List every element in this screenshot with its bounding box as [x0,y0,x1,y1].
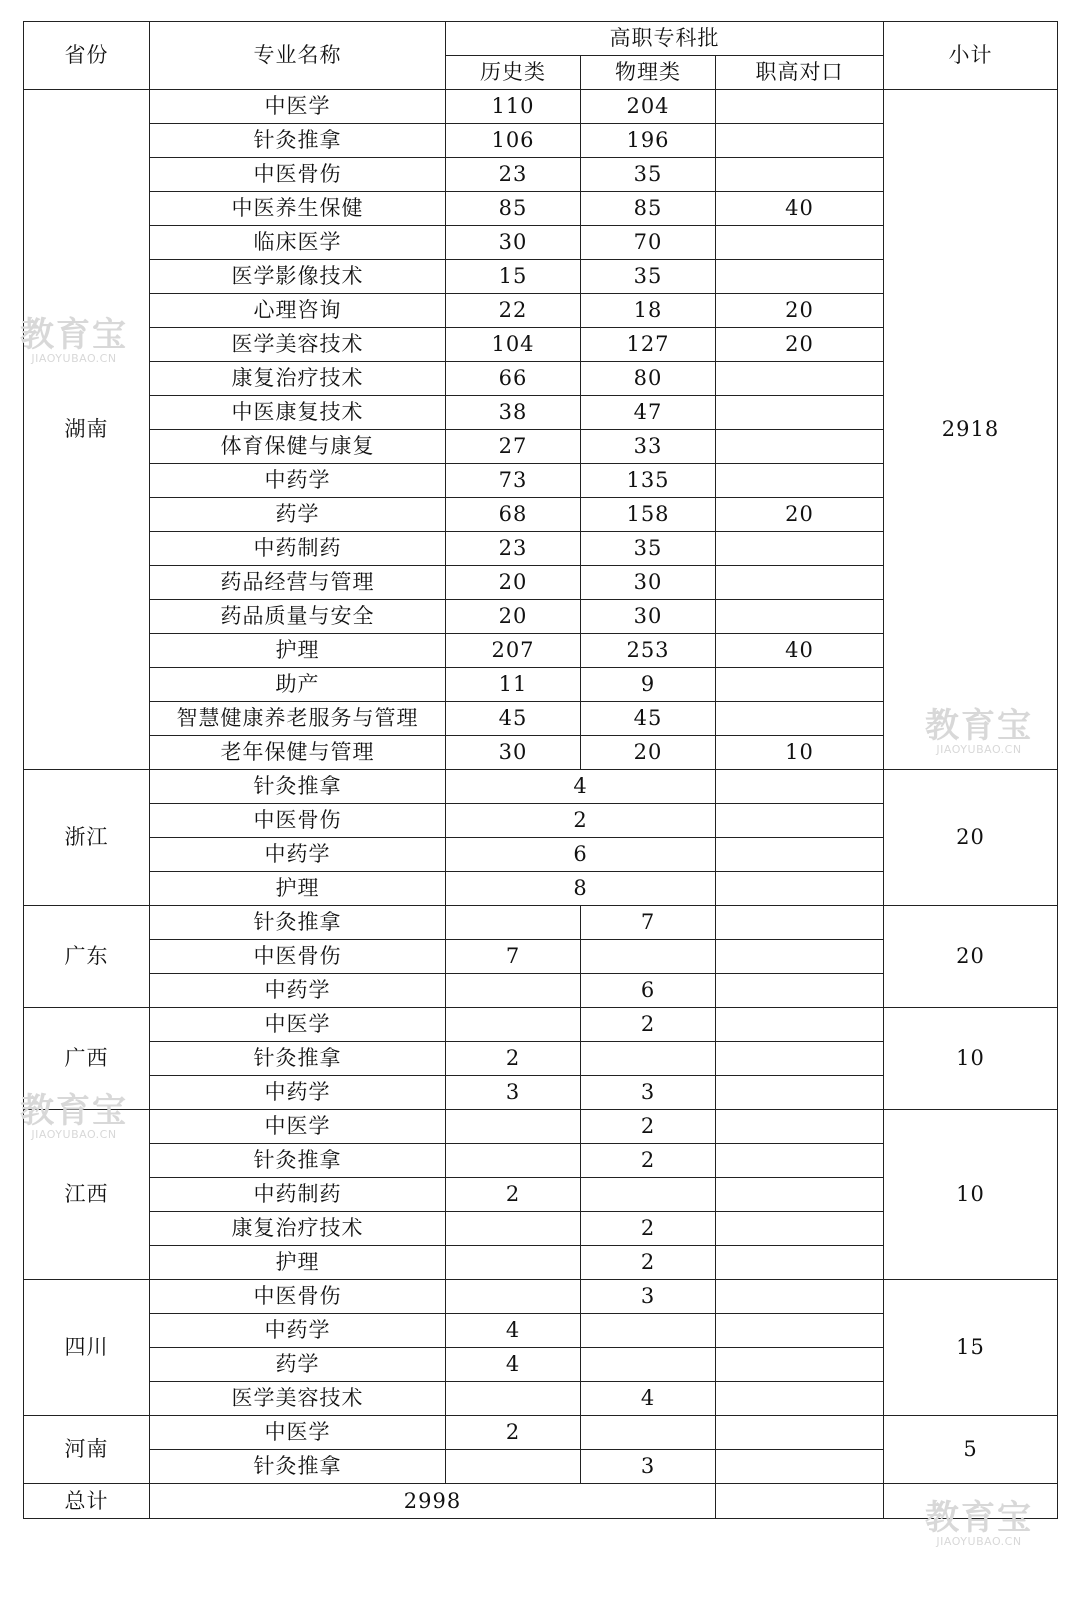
physics-count: 9 [581,668,716,702]
province-subtotal: 20 [884,906,1058,1008]
major-name: 中药学 [150,1076,446,1110]
history-count: 110 [446,90,581,124]
vocational-count [716,668,884,702]
vocational-count [716,124,884,158]
major-name: 药品质量与安全 [150,600,446,634]
history-count: 11 [446,668,581,702]
history-count [446,974,581,1008]
province-subtotal: 5 [884,1416,1058,1484]
province-name: 浙江 [24,770,150,906]
major-name: 针灸推拿 [150,1450,446,1484]
vocational-count [716,430,884,464]
watermark-domain: JIAOYUBAO.CN [936,1535,1022,1548]
major-name: 医学影像技术 [150,260,446,294]
major-name: 药品经营与管理 [150,566,446,600]
history-count: 23 [446,158,581,192]
major-name: 中医学 [150,1008,446,1042]
major-name: 中药制药 [150,1178,446,1212]
header-vocational: 职高对口 [716,56,884,90]
total-label: 总计 [24,1484,150,1519]
major-name: 心理咨询 [150,294,446,328]
vocational-count [716,770,884,804]
physics-count: 35 [581,260,716,294]
history-count: 15 [446,260,581,294]
history-count [446,1450,581,1484]
vocational-count [716,1450,884,1484]
watermark-brand: 教育宝 [20,315,128,355]
enrollment-table [23,21,1058,1519]
vocational-count [716,1110,884,1144]
physics-count: 85 [581,192,716,226]
vocational-count [716,1144,884,1178]
province-subtotal: 20 [884,770,1058,906]
major-name: 中医学 [150,1110,446,1144]
physics-count: 3 [581,1076,716,1110]
table-row [24,1416,1058,1450]
vocational-count: 40 [716,192,884,226]
combined-count: 2 [446,804,716,838]
vocational-count [716,906,884,940]
province-name: 四川 [24,1280,150,1416]
vocational-count [716,362,884,396]
physics-count: 6 [581,974,716,1008]
history-count: 45 [446,702,581,736]
physics-count: 30 [581,600,716,634]
history-count [446,1008,581,1042]
table-row [24,1280,1058,1314]
province-name: 江西 [24,1110,150,1280]
province-name: 广西 [24,1008,150,1110]
watermark-right-bottom [925,1500,1033,1548]
province-name: 湖南 [24,90,150,770]
physics-count: 196 [581,124,716,158]
header-province: 省份 [24,22,150,90]
physics-count: 35 [581,532,716,566]
physics-count: 45 [581,702,716,736]
vocational-count [716,158,884,192]
watermark-left-bottom [20,1093,128,1141]
vocational-count [716,1042,884,1076]
vocational-count: 10 [716,736,884,770]
vocational-count: 20 [716,498,884,532]
province-subtotal: 10 [884,1110,1058,1280]
physics-count [581,940,716,974]
total-row [24,1484,1058,1519]
physics-count: 35 [581,158,716,192]
table-row [24,1110,1058,1144]
vocational-count [716,396,884,430]
history-count: 4 [446,1314,581,1348]
history-count [446,1246,581,1280]
major-name: 康复治疗技术 [150,362,446,396]
vocational-count [716,872,884,906]
history-count: 104 [446,328,581,362]
physics-count: 253 [581,634,716,668]
physics-count: 33 [581,430,716,464]
major-name: 中医骨伤 [150,940,446,974]
history-count [446,1212,581,1246]
major-name: 老年保健与管理 [150,736,446,770]
history-count [446,1110,581,1144]
physics-count [581,1348,716,1382]
physics-count: 80 [581,362,716,396]
history-count: 30 [446,226,581,260]
history-count: 207 [446,634,581,668]
physics-count [581,1314,716,1348]
table-row [24,1008,1058,1042]
major-name: 中医学 [150,90,446,124]
watermark-brand: 教育宝 [20,1091,128,1131]
major-name: 医学美容技术 [150,328,446,362]
physics-count: 70 [581,226,716,260]
history-count: 106 [446,124,581,158]
major-name: 针灸推拿 [150,1144,446,1178]
major-name: 药学 [150,498,446,532]
physics-count: 7 [581,906,716,940]
history-count: 2 [446,1042,581,1076]
physics-count: 2 [581,1144,716,1178]
physics-count [581,1416,716,1450]
history-count [446,906,581,940]
physics-count: 18 [581,294,716,328]
physics-count: 2 [581,1246,716,1280]
watermark-left-top [20,317,128,365]
province-name: 广东 [24,906,150,1008]
watermark-domain: JIAOYUBAO.CN [31,352,117,365]
major-name: 中药学 [150,838,446,872]
vocational-count [716,804,884,838]
major-name: 智慧健康养老服务与管理 [150,702,446,736]
major-name: 护理 [150,872,446,906]
combined-count: 8 [446,872,716,906]
major-name: 中医骨伤 [150,804,446,838]
physics-count: 2 [581,1008,716,1042]
physics-count: 204 [581,90,716,124]
history-count: 3 [446,1076,581,1110]
vocational-count [716,260,884,294]
major-name: 中药制药 [150,532,446,566]
watermark-brand: 教育宝 [925,706,1033,746]
header-subtotal: 小计 [884,22,1058,90]
history-count: 20 [446,600,581,634]
province-subtotal: 15 [884,1280,1058,1416]
vocational-count [716,1076,884,1110]
combined-count: 6 [446,838,716,872]
major-name: 护理 [150,634,446,668]
major-name: 针灸推拿 [150,1042,446,1076]
watermark-brand: 教育宝 [925,1498,1033,1538]
physics-count: 127 [581,328,716,362]
history-count: 4 [446,1348,581,1382]
vocational-count: 40 [716,634,884,668]
province-name: 河南 [24,1416,150,1484]
physics-count [581,1178,716,1212]
major-name: 中药学 [150,464,446,498]
major-name: 中医康复技术 [150,396,446,430]
vocational-count [716,1416,884,1450]
history-count: 27 [446,430,581,464]
history-count: 22 [446,294,581,328]
major-name: 针灸推拿 [150,124,446,158]
history-count: 68 [446,498,581,532]
major-name: 针灸推拿 [150,906,446,940]
vocational-count [716,226,884,260]
physics-count: 20 [581,736,716,770]
physics-count: 30 [581,566,716,600]
major-name: 医学美容技术 [150,1382,446,1416]
history-count: 30 [446,736,581,770]
physics-count: 158 [581,498,716,532]
combined-count: 4 [446,770,716,804]
major-name: 体育保健与康复 [150,430,446,464]
vocational-count [716,940,884,974]
history-count: 2 [446,1416,581,1450]
history-count [446,1280,581,1314]
vocational-count [716,1212,884,1246]
physics-count: 47 [581,396,716,430]
vocational-count [716,702,884,736]
header-batch: 高职专科批 [446,22,884,56]
vocational-count [716,1178,884,1212]
vocational-count: 20 [716,328,884,362]
physics-count: 4 [581,1382,716,1416]
header-major: 专业名称 [150,22,446,90]
major-name: 临床医学 [150,226,446,260]
major-name: 护理 [150,1246,446,1280]
vocational-count [716,566,884,600]
major-name: 中医养生保健 [150,192,446,226]
vocational-count [716,600,884,634]
major-name: 中医骨伤 [150,158,446,192]
history-count: 66 [446,362,581,396]
province-subtotal: 2918 [884,90,1058,770]
major-name: 中药学 [150,974,446,1008]
table-row [24,906,1058,940]
table-body [24,90,1058,1484]
vocational-count [716,1008,884,1042]
history-count: 2 [446,1178,581,1212]
physics-count: 2 [581,1212,716,1246]
major-name: 中医学 [150,1416,446,1450]
watermark-domain: JIAOYUBAO.CN [936,743,1022,756]
history-count: 38 [446,396,581,430]
major-name: 药学 [150,1348,446,1382]
history-count: 7 [446,940,581,974]
history-count: 73 [446,464,581,498]
watermark-domain: JIAOYUBAO.CN [31,1128,117,1141]
vocational-count [716,1348,884,1382]
vocational-count [716,1246,884,1280]
vocational-count [716,1382,884,1416]
physics-count: 3 [581,1450,716,1484]
physics-count: 3 [581,1280,716,1314]
major-name: 中医骨伤 [150,1280,446,1314]
history-count: 85 [446,192,581,226]
header-history: 历史类 [446,56,581,90]
major-name: 助产 [150,668,446,702]
major-name: 针灸推拿 [150,770,446,804]
physics-count: 135 [581,464,716,498]
vocational-count [716,1280,884,1314]
table-row [24,90,1058,124]
table-row [24,770,1058,804]
watermark-right-mid [925,708,1033,756]
physics-count [581,1042,716,1076]
vocational-count [716,90,884,124]
total-vocational [716,1484,884,1519]
history-count: 20 [446,566,581,600]
vocational-count [716,464,884,498]
vocational-count [716,974,884,1008]
major-name: 中药学 [150,1314,446,1348]
physics-count: 2 [581,1110,716,1144]
vocational-count [716,838,884,872]
history-count: 23 [446,532,581,566]
vocational-count: 20 [716,294,884,328]
history-count [446,1382,581,1416]
header-physics: 物理类 [581,56,716,90]
province-subtotal: 10 [884,1008,1058,1110]
total-value: 2998 [150,1484,716,1519]
history-count [446,1144,581,1178]
major-name: 康复治疗技术 [150,1212,446,1246]
vocational-count [716,532,884,566]
vocational-count [716,1314,884,1348]
